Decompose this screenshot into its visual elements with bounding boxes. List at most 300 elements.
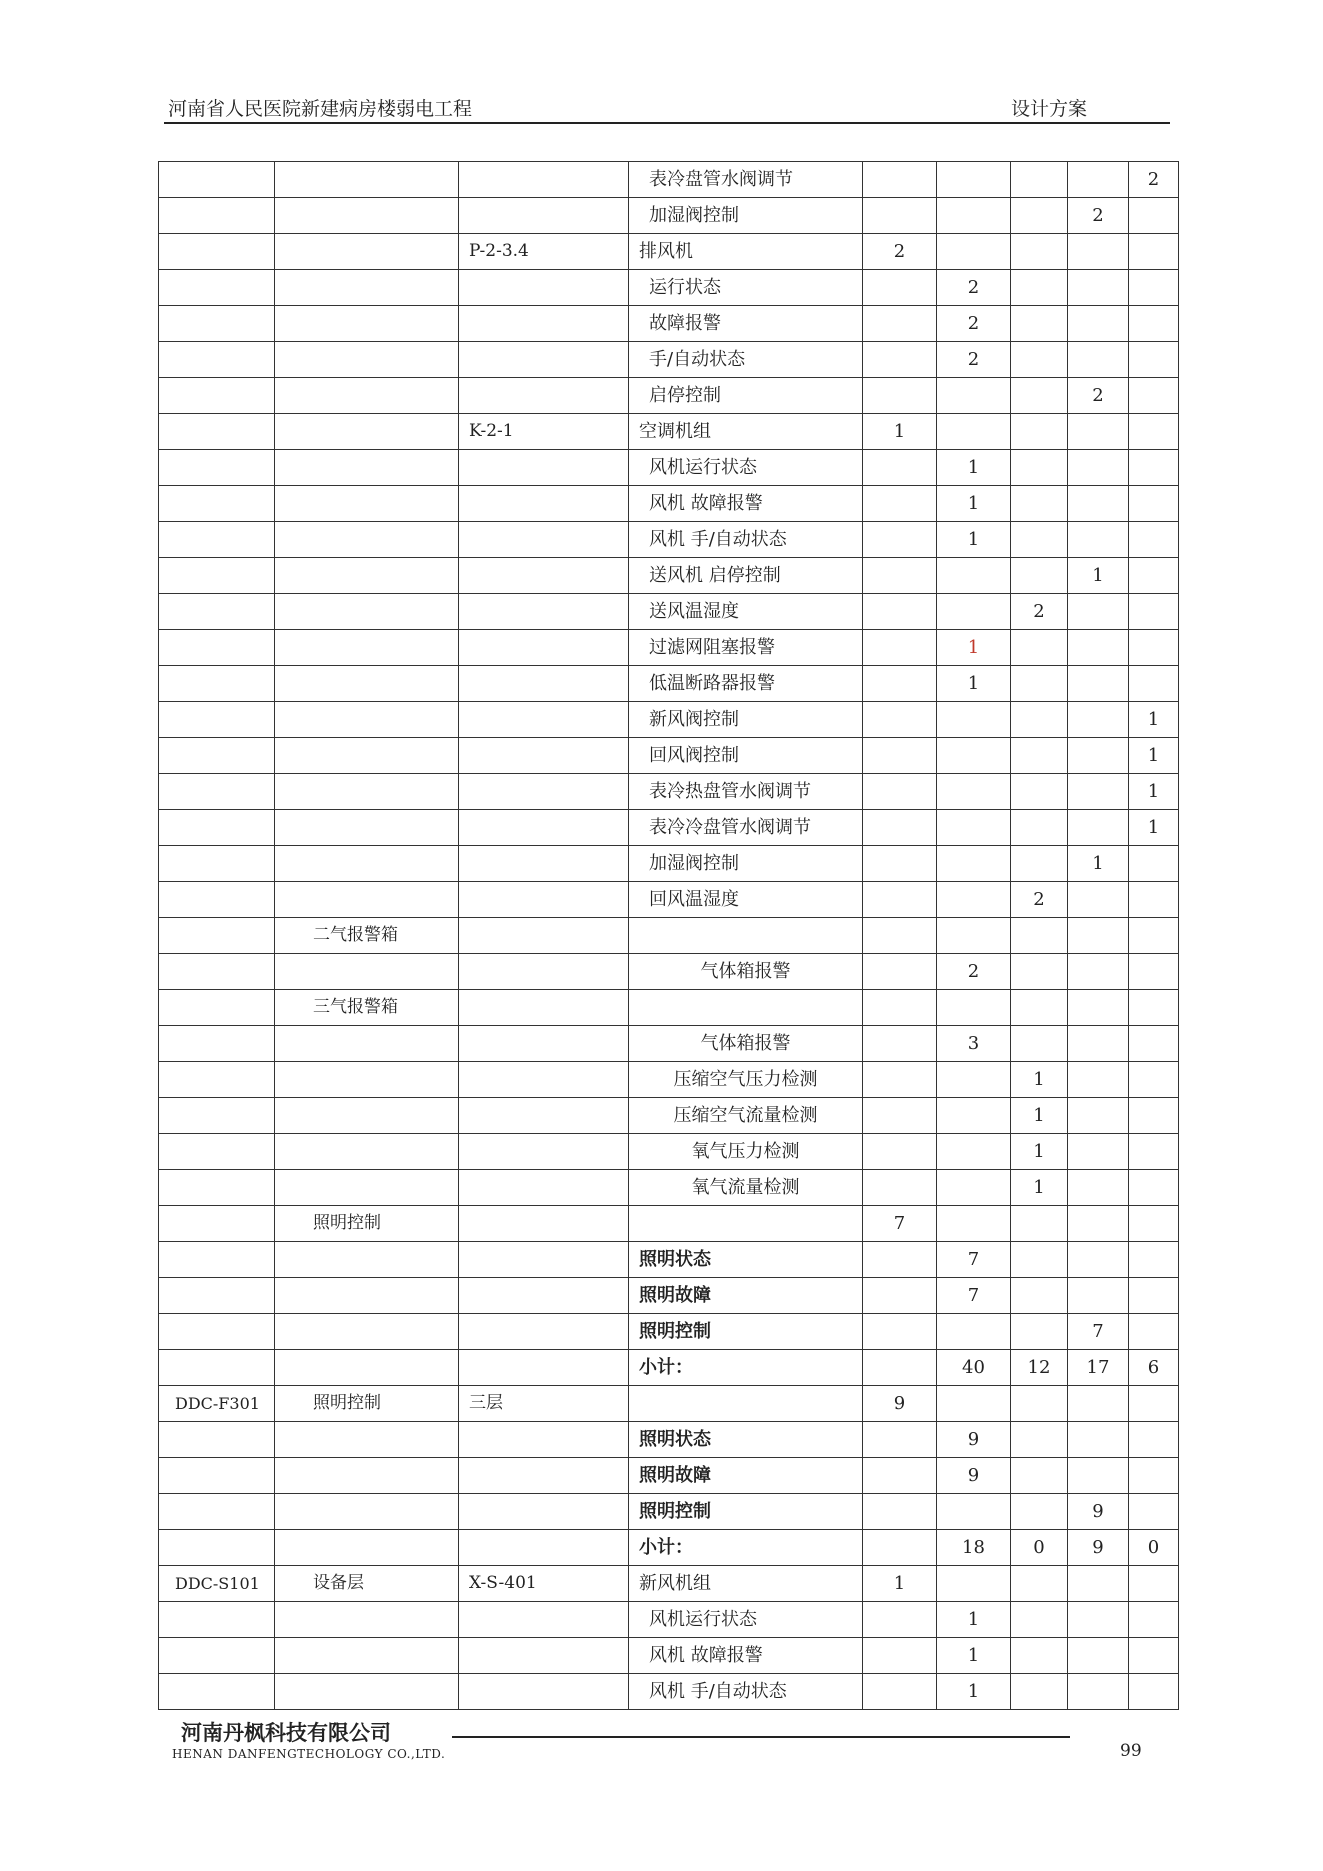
cell-di-count bbox=[937, 774, 1011, 810]
cell-ddc-id bbox=[159, 1242, 275, 1278]
cell-ddc-id bbox=[159, 630, 275, 666]
cell-ao-count: 1 bbox=[1129, 774, 1179, 810]
cell-point-description: 空调机组 bbox=[629, 414, 863, 450]
cell-di-count bbox=[937, 990, 1011, 1026]
cell-point-description: 照明状态 bbox=[629, 1422, 863, 1458]
cell-ao-count bbox=[1129, 1386, 1179, 1422]
cell-ao-count bbox=[1129, 1458, 1179, 1494]
cell-ao-count bbox=[1129, 594, 1179, 630]
cell-do-count bbox=[1068, 630, 1129, 666]
cell-ao-count: 1 bbox=[1129, 810, 1179, 846]
cell-di-count bbox=[937, 738, 1011, 774]
cell-di-count: 1 bbox=[937, 522, 1011, 558]
cell-equipment-code bbox=[459, 1206, 629, 1242]
cell-equipment-code bbox=[459, 162, 629, 198]
cell-di-count: 2 bbox=[937, 270, 1011, 306]
cell-ddc-id bbox=[159, 1674, 275, 1710]
cell-do-count bbox=[1068, 522, 1129, 558]
cell-ai-count bbox=[1011, 270, 1068, 306]
cell-ai-count: 0 bbox=[1011, 1530, 1068, 1566]
cell-ao-count bbox=[1129, 1206, 1179, 1242]
cell-do-count bbox=[1068, 1566, 1129, 1602]
cell-ddc-id bbox=[159, 918, 275, 954]
cell-do-count bbox=[1068, 918, 1129, 954]
document-header-type: 设计方案 bbox=[1011, 98, 1088, 120]
cell-point-description: 风机 故障报警 bbox=[629, 486, 863, 522]
cell-ao-count: 6 bbox=[1129, 1350, 1179, 1386]
cell-ao-count bbox=[1129, 918, 1179, 954]
cell-point-description: 回风温湿度 bbox=[629, 882, 863, 918]
cell-ai-count bbox=[1011, 450, 1068, 486]
cell-ddc-id bbox=[159, 882, 275, 918]
table-row bbox=[159, 1602, 1179, 1638]
cell-ai-count bbox=[1011, 414, 1068, 450]
cell-ai-count: 12 bbox=[1011, 1350, 1068, 1386]
cell-system-name bbox=[275, 594, 459, 630]
cell-ddc-id bbox=[159, 414, 275, 450]
cell-ddc-id bbox=[159, 234, 275, 270]
cell-ddc-id bbox=[159, 594, 275, 630]
cell-ddc-id bbox=[159, 1206, 275, 1242]
cell-ao-count bbox=[1129, 342, 1179, 378]
cell-equipment-code bbox=[459, 1674, 629, 1710]
cell-system-name bbox=[275, 1602, 459, 1638]
cell-point-description: 表冷冷盘管水阀调节 bbox=[629, 810, 863, 846]
cell-equipment-code bbox=[459, 1494, 629, 1530]
cell-di-count: 40 bbox=[937, 1350, 1011, 1386]
cell-point-description: 氧气流量检测 bbox=[629, 1170, 863, 1206]
cell-point-description: 风机 手/自动状态 bbox=[629, 1674, 863, 1710]
cell-equipment-count bbox=[863, 1458, 937, 1494]
cell-ddc-id bbox=[159, 1458, 275, 1494]
cell-ai-count: 1 bbox=[1011, 1062, 1068, 1098]
table-row bbox=[159, 1674, 1179, 1710]
cell-ai-count bbox=[1011, 306, 1068, 342]
cell-equipment-code bbox=[459, 810, 629, 846]
cell-do-count bbox=[1068, 1602, 1129, 1638]
cell-do-count: 9 bbox=[1068, 1530, 1129, 1566]
table-row bbox=[159, 306, 1179, 342]
cell-equipment-count bbox=[863, 1494, 937, 1530]
cell-do-count: 2 bbox=[1068, 378, 1129, 414]
cell-ddc-id bbox=[159, 1350, 275, 1386]
cell-system-name bbox=[275, 234, 459, 270]
cell-ai-count bbox=[1011, 198, 1068, 234]
cell-ai-count: 1 bbox=[1011, 1098, 1068, 1134]
cell-di-count bbox=[937, 1170, 1011, 1206]
cell-di-count bbox=[937, 234, 1011, 270]
table-row bbox=[159, 342, 1179, 378]
cell-di-count bbox=[937, 558, 1011, 594]
cell-do-count bbox=[1068, 162, 1129, 198]
cell-point-description: 过滤网阻塞报警 bbox=[629, 630, 863, 666]
cell-ao-count bbox=[1129, 1242, 1179, 1278]
cell-ddc-id bbox=[159, 1314, 275, 1350]
cell-system-name bbox=[275, 306, 459, 342]
cell-equipment-count bbox=[863, 558, 937, 594]
cell-ddc-id bbox=[159, 522, 275, 558]
cell-ddc-id bbox=[159, 486, 275, 522]
table-row bbox=[159, 1170, 1179, 1206]
cell-di-count bbox=[937, 1134, 1011, 1170]
cell-di-count bbox=[937, 1098, 1011, 1134]
table-row bbox=[159, 738, 1179, 774]
cell-do-count bbox=[1068, 738, 1129, 774]
cell-point-description: 送风温湿度 bbox=[629, 594, 863, 630]
cell-equipment-count bbox=[863, 810, 937, 846]
cell-ddc-id bbox=[159, 1494, 275, 1530]
cell-di-count bbox=[937, 810, 1011, 846]
cell-equipment-code bbox=[459, 882, 629, 918]
cell-point-description: 回风阀控制 bbox=[629, 738, 863, 774]
table-row bbox=[159, 1278, 1179, 1314]
cell-system-name bbox=[275, 1458, 459, 1494]
cell-di-count: 1 bbox=[937, 630, 1011, 666]
cell-point-description: 气体箱报警 bbox=[629, 1026, 863, 1062]
cell-system-name bbox=[275, 1530, 459, 1566]
cell-ai-count bbox=[1011, 1458, 1068, 1494]
cell-equipment-count bbox=[863, 702, 937, 738]
cell-equipment-count: 1 bbox=[863, 1566, 937, 1602]
cell-system-name: 设备层 bbox=[275, 1566, 459, 1602]
cell-ao-count bbox=[1129, 1566, 1179, 1602]
cell-equipment-code bbox=[459, 738, 629, 774]
cell-system-name bbox=[275, 1062, 459, 1098]
cell-equipment-code: 三层 bbox=[459, 1386, 629, 1422]
cell-ao-count bbox=[1129, 1422, 1179, 1458]
cell-di-count bbox=[937, 1386, 1011, 1422]
cell-ao-count bbox=[1129, 954, 1179, 990]
footer-company-english: HENAN DANFENGTECHOLOGY CO.,LTD. bbox=[172, 1747, 446, 1761]
cell-ao-count bbox=[1129, 558, 1179, 594]
cell-point-description: 运行状态 bbox=[629, 270, 863, 306]
cell-point-description: 送风机 启停控制 bbox=[629, 558, 863, 594]
cell-ai-count bbox=[1011, 846, 1068, 882]
cell-system-name bbox=[275, 810, 459, 846]
cell-point-description: 照明控制 bbox=[629, 1314, 863, 1350]
cell-equipment-code bbox=[459, 1422, 629, 1458]
cell-point-description: 照明状态 bbox=[629, 1242, 863, 1278]
cell-equipment-count bbox=[863, 1314, 937, 1350]
cell-do-count bbox=[1068, 1458, 1129, 1494]
cell-ddc-id bbox=[159, 1062, 275, 1098]
table-row bbox=[159, 522, 1179, 558]
cell-di-count bbox=[937, 1566, 1011, 1602]
cell-ddc-id bbox=[159, 558, 275, 594]
cell-system-name bbox=[275, 486, 459, 522]
table-row bbox=[159, 234, 1179, 270]
cell-ai-count bbox=[1011, 486, 1068, 522]
cell-equipment-code bbox=[459, 1314, 629, 1350]
cell-system-name bbox=[275, 846, 459, 882]
table-row bbox=[159, 666, 1179, 702]
cell-point-description: 新风阀控制 bbox=[629, 702, 863, 738]
table-row bbox=[159, 1098, 1179, 1134]
cell-equipment-count bbox=[863, 594, 937, 630]
cell-equipment-code bbox=[459, 666, 629, 702]
cell-ai-count bbox=[1011, 918, 1068, 954]
cell-ddc-id bbox=[159, 774, 275, 810]
cell-equipment-count bbox=[863, 954, 937, 990]
cell-equipment-count bbox=[863, 1170, 937, 1206]
cell-ai-count bbox=[1011, 162, 1068, 198]
cell-ao-count bbox=[1129, 1494, 1179, 1530]
cell-point-description: 风机运行状态 bbox=[629, 450, 863, 486]
cell-di-count bbox=[937, 918, 1011, 954]
cell-point-description: 风机运行状态 bbox=[629, 1602, 863, 1638]
table-row bbox=[159, 918, 1179, 954]
cell-point-description bbox=[629, 918, 863, 954]
cell-ao-count: 1 bbox=[1129, 702, 1179, 738]
cell-equipment-count bbox=[863, 198, 937, 234]
table-row bbox=[159, 882, 1179, 918]
cell-equipment-code bbox=[459, 1458, 629, 1494]
cell-system-name bbox=[275, 630, 459, 666]
cell-equipment-code bbox=[459, 198, 629, 234]
cell-equipment-code bbox=[459, 1062, 629, 1098]
cell-system-name: 照明控制 bbox=[275, 1206, 459, 1242]
cell-do-count: 7 bbox=[1068, 1314, 1129, 1350]
cell-di-count bbox=[937, 198, 1011, 234]
cell-ddc-id bbox=[159, 846, 275, 882]
cell-di-count: 9 bbox=[937, 1458, 1011, 1494]
cell-system-name bbox=[275, 450, 459, 486]
cell-system-name bbox=[275, 198, 459, 234]
cell-equipment-code bbox=[459, 846, 629, 882]
cell-do-count bbox=[1068, 1386, 1129, 1422]
cell-system-name bbox=[275, 1098, 459, 1134]
cell-ao-count bbox=[1129, 1602, 1179, 1638]
cell-ddc-id bbox=[159, 162, 275, 198]
cell-equipment-code: K-2-1 bbox=[459, 414, 629, 450]
cell-point-description: 加湿阀控制 bbox=[629, 198, 863, 234]
cell-di-count bbox=[937, 1062, 1011, 1098]
cell-equipment-count bbox=[863, 666, 937, 702]
cell-system-name bbox=[275, 1674, 459, 1710]
table-row bbox=[159, 1422, 1179, 1458]
footer-divider bbox=[452, 1736, 1070, 1738]
cell-do-count bbox=[1068, 810, 1129, 846]
cell-ddc-id bbox=[159, 450, 275, 486]
cell-point-description: 气体箱报警 bbox=[629, 954, 863, 990]
cell-do-count: 17 bbox=[1068, 1350, 1129, 1386]
cell-equipment-count bbox=[863, 1350, 937, 1386]
table-row bbox=[159, 486, 1179, 522]
cell-system-name bbox=[275, 954, 459, 990]
table-row bbox=[159, 702, 1179, 738]
cell-equipment-code bbox=[459, 306, 629, 342]
cell-point-description: 照明故障 bbox=[629, 1278, 863, 1314]
table-row bbox=[159, 1062, 1179, 1098]
table-row bbox=[159, 450, 1179, 486]
cell-system-name bbox=[275, 1350, 459, 1386]
cell-do-count bbox=[1068, 1026, 1129, 1062]
cell-equipment-count bbox=[863, 306, 937, 342]
page-number: 99 bbox=[1120, 1741, 1142, 1761]
cell-di-count: 9 bbox=[937, 1422, 1011, 1458]
cell-equipment-count bbox=[863, 918, 937, 954]
cell-equipment-code bbox=[459, 1098, 629, 1134]
cell-equipment-count bbox=[863, 630, 937, 666]
cell-di-count: 1 bbox=[937, 1602, 1011, 1638]
cell-do-count bbox=[1068, 774, 1129, 810]
cell-ddc-id bbox=[159, 378, 275, 414]
cell-ai-count bbox=[1011, 1566, 1068, 1602]
cell-di-count: 1 bbox=[937, 450, 1011, 486]
cell-equipment-code bbox=[459, 1530, 629, 1566]
cell-do-count bbox=[1068, 1206, 1129, 1242]
cell-equipment-count bbox=[863, 162, 937, 198]
table-row bbox=[159, 1350, 1179, 1386]
cell-point-description: 小计： bbox=[629, 1350, 863, 1386]
cell-do-count: 1 bbox=[1068, 558, 1129, 594]
cell-system-name bbox=[275, 1314, 459, 1350]
cell-ai-count bbox=[1011, 810, 1068, 846]
cell-equipment-code bbox=[459, 954, 629, 990]
cell-system-name bbox=[275, 774, 459, 810]
cell-di-count: 3 bbox=[937, 1026, 1011, 1062]
cell-ddc-id bbox=[159, 1530, 275, 1566]
cell-ai-count bbox=[1011, 1206, 1068, 1242]
table-row bbox=[159, 1206, 1179, 1242]
cell-equipment-code bbox=[459, 378, 629, 414]
cell-do-count bbox=[1068, 1674, 1129, 1710]
cell-ao-count bbox=[1129, 450, 1179, 486]
cell-equipment-count: 7 bbox=[863, 1206, 937, 1242]
cell-do-count bbox=[1068, 954, 1129, 990]
table-row bbox=[159, 1242, 1179, 1278]
cell-point-description bbox=[629, 990, 863, 1026]
cell-ao-count bbox=[1129, 630, 1179, 666]
cell-do-count bbox=[1068, 414, 1129, 450]
cell-point-description: 压缩空气流量检测 bbox=[629, 1098, 863, 1134]
cell-di-count: 1 bbox=[937, 1638, 1011, 1674]
cell-ai-count bbox=[1011, 990, 1068, 1026]
cell-system-name bbox=[275, 1242, 459, 1278]
cell-equipment-count: 1 bbox=[863, 414, 937, 450]
cell-di-count bbox=[937, 1206, 1011, 1242]
table-row bbox=[159, 1314, 1179, 1350]
cell-do-count bbox=[1068, 594, 1129, 630]
cell-ao-count bbox=[1129, 486, 1179, 522]
cell-point-description: 启停控制 bbox=[629, 378, 863, 414]
cell-system-name bbox=[275, 1278, 459, 1314]
cell-do-count bbox=[1068, 1278, 1129, 1314]
cell-equipment-code bbox=[459, 1026, 629, 1062]
cell-ddc-id bbox=[159, 702, 275, 738]
cell-equipment-count bbox=[863, 1278, 937, 1314]
cell-point-description: 故障报警 bbox=[629, 306, 863, 342]
ddc-points-table bbox=[158, 161, 1179, 1710]
cell-ao-count bbox=[1129, 1674, 1179, 1710]
cell-equipment-count bbox=[863, 1098, 937, 1134]
cell-point-description: 排风机 bbox=[629, 234, 863, 270]
cell-di-count: 7 bbox=[937, 1242, 1011, 1278]
cell-ddc-id bbox=[159, 198, 275, 234]
cell-ddc-id bbox=[159, 1026, 275, 1062]
cell-equipment-count bbox=[863, 1026, 937, 1062]
cell-ddc-id bbox=[159, 1602, 275, 1638]
table-row bbox=[159, 774, 1179, 810]
cell-ai-count bbox=[1011, 666, 1068, 702]
cell-equipment-count bbox=[863, 1602, 937, 1638]
cell-di-count bbox=[937, 162, 1011, 198]
cell-equipment-count bbox=[863, 522, 937, 558]
cell-ai-count bbox=[1011, 774, 1068, 810]
cell-equipment-code bbox=[459, 1242, 629, 1278]
cell-ddc-id bbox=[159, 990, 275, 1026]
cell-equipment-code bbox=[459, 702, 629, 738]
cell-point-description: 表冷盘管水阀调节 bbox=[629, 162, 863, 198]
cell-ao-count bbox=[1129, 1638, 1179, 1674]
cell-ddc-id bbox=[159, 666, 275, 702]
cell-di-count bbox=[937, 594, 1011, 630]
cell-point-description: 照明控制 bbox=[629, 1494, 863, 1530]
cell-ao-count: 0 bbox=[1129, 1530, 1179, 1566]
cell-di-count: 7 bbox=[937, 1278, 1011, 1314]
table-row bbox=[159, 270, 1179, 306]
table-row bbox=[159, 1134, 1179, 1170]
cell-equipment-count bbox=[863, 1062, 937, 1098]
cell-point-description: 压缩空气压力检测 bbox=[629, 1062, 863, 1098]
table-row bbox=[159, 954, 1179, 990]
cell-ao-count bbox=[1129, 378, 1179, 414]
cell-point-description: 照明故障 bbox=[629, 1458, 863, 1494]
cell-system-name bbox=[275, 522, 459, 558]
cell-ai-count bbox=[1011, 342, 1068, 378]
cell-ai-count bbox=[1011, 1314, 1068, 1350]
cell-ao-count bbox=[1129, 1170, 1179, 1206]
cell-ao-count bbox=[1129, 270, 1179, 306]
cell-di-count: 18 bbox=[937, 1530, 1011, 1566]
cell-system-name bbox=[275, 162, 459, 198]
cell-system-name bbox=[275, 702, 459, 738]
cell-ai-count bbox=[1011, 1386, 1068, 1422]
cell-ao-count bbox=[1129, 522, 1179, 558]
cell-di-count bbox=[937, 846, 1011, 882]
cell-point-description: 氧气压力检测 bbox=[629, 1134, 863, 1170]
table-row bbox=[159, 846, 1179, 882]
cell-ao-count bbox=[1129, 234, 1179, 270]
cell-ai-count bbox=[1011, 1602, 1068, 1638]
cell-ai-count bbox=[1011, 522, 1068, 558]
table-row bbox=[159, 1494, 1179, 1530]
cell-system-name: 三气报警箱 bbox=[275, 990, 459, 1026]
cell-equipment-code bbox=[459, 918, 629, 954]
cell-ddc-id bbox=[159, 1134, 275, 1170]
cell-equipment-count: 2 bbox=[863, 234, 937, 270]
cell-di-count: 1 bbox=[937, 666, 1011, 702]
cell-ao-count bbox=[1129, 846, 1179, 882]
cell-ddc-id: DDC-F301 bbox=[159, 1386, 275, 1422]
header-divider bbox=[164, 122, 1170, 124]
cell-do-count bbox=[1068, 486, 1129, 522]
table-row bbox=[159, 558, 1179, 594]
cell-do-count bbox=[1068, 1638, 1129, 1674]
cell-ao-count bbox=[1129, 1134, 1179, 1170]
cell-ddc-id bbox=[159, 1170, 275, 1206]
cell-di-count: 2 bbox=[937, 954, 1011, 990]
cell-equipment-code bbox=[459, 774, 629, 810]
cell-ai-count bbox=[1011, 558, 1068, 594]
cell-equipment-code bbox=[459, 450, 629, 486]
cell-equipment-count bbox=[863, 1674, 937, 1710]
cell-ai-count bbox=[1011, 702, 1068, 738]
cell-equipment-code bbox=[459, 558, 629, 594]
cell-point-description: 手/自动状态 bbox=[629, 342, 863, 378]
cell-equipment-code bbox=[459, 1170, 629, 1206]
cell-equipment-code bbox=[459, 270, 629, 306]
